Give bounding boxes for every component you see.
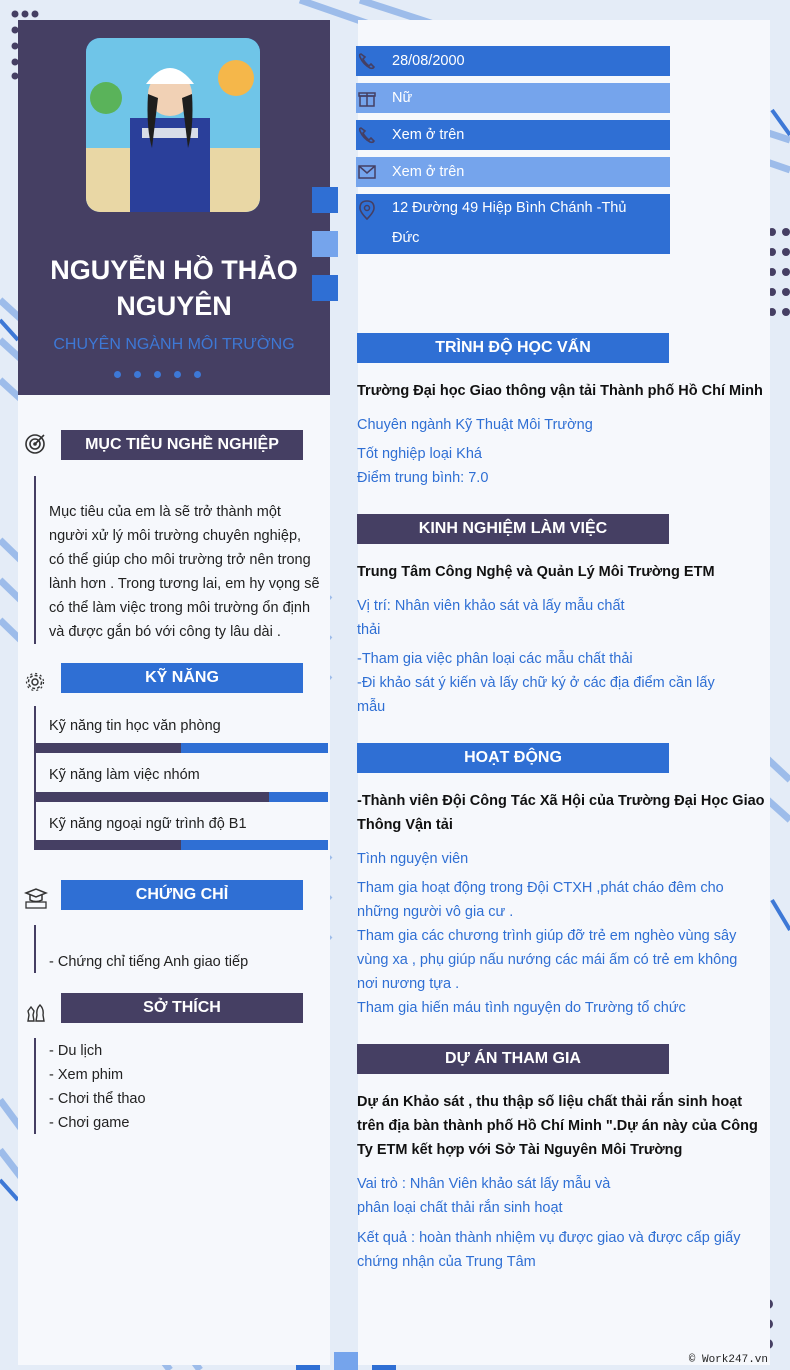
project-role: phân loại chất thải rắn sinh hoạt (357, 1200, 563, 1216)
experience-line: Vị trí: Nhân viên khảo sát và lấy mẫu chất (357, 598, 625, 614)
activity-organization (357, 789, 765, 837)
phone-icon (358, 126, 376, 144)
experience-details (357, 594, 715, 719)
activity-line: nơi nương tựa . (357, 976, 460, 992)
address-line-1: 12 Đường 49 Hiệp Bình Chánh -Thủ (392, 200, 627, 216)
company-name: Trung Tâm Công Nghệ và Quản Lý Môi Trường ETM (357, 564, 715, 580)
project-line: trên địa bàn thành phố Hồ Chí Minh ".Dự án này của Công (357, 1118, 758, 1134)
decor-square (312, 275, 338, 301)
contact-address (356, 194, 670, 254)
experience-line: -Đi khảo sát ý kiến và lấy chữ ký ở các địa điểm cần lấy (357, 675, 715, 691)
experience-line: mẫu (357, 699, 386, 715)
contact-email (356, 157, 670, 187)
footer-watermark: © Work247.vn (688, 1354, 768, 1366)
skill-bar-fill (34, 840, 181, 850)
activity-line: Tham gia hoạt động trong Đội CTXH ,phát cháo đêm cho (357, 880, 724, 896)
job-title: CHUYÊN NGÀNH MÔI TRƯỜNG (53, 336, 295, 353)
project-line: Ty ETM kết hợp với Sở Tài Nguyên Môi Trường (357, 1142, 683, 1158)
school-name: Trường Đại học Giao thông vận tải Thành phố Hồ Chí Minh (357, 383, 763, 399)
certificates-divider (34, 925, 36, 973)
decor-square (312, 187, 338, 213)
activities-heading: HOẠT ĐỘNG (357, 743, 669, 773)
chess-icon (24, 1001, 46, 1023)
gear-icon (24, 671, 46, 693)
objective-text (49, 500, 329, 644)
education-gpa: Điểm trung bình: 7.0 (357, 470, 489, 486)
gender-value: Nữ (392, 90, 413, 106)
objective-divider (34, 476, 36, 644)
email-value: Xem ở trên (392, 164, 465, 180)
skill-label: Kỹ năng ngoại ngữ trình độ B1 (49, 816, 247, 832)
activity-line: Tham gia hiến máu tình nguyện do Trường tổ chức (357, 1000, 686, 1016)
skill-bar-fill (34, 743, 181, 753)
birthday-value: 28/08/2000 (392, 53, 465, 69)
contact-gender (356, 83, 670, 113)
project-details (357, 1172, 740, 1274)
hobby-item: - Chơi game (49, 1115, 130, 1131)
objective-heading: MỤC TIÊU NGHỀ NGHIỆP (61, 430, 303, 460)
project-role: Vai trò : Nhân Viên khảo sát lấy mẫu và (357, 1176, 611, 1192)
certificate-item: - Chứng chỉ tiếng Anh giao tiếp (49, 954, 249, 970)
activity-line: Tình nguyện viên (357, 851, 469, 867)
decor-dots (114, 371, 201, 378)
education-grade: Tốt nghiệp loại Khá (357, 446, 482, 462)
projects-heading: DỰ ÁN THAM GIA (357, 1044, 669, 1074)
project-result: Kết quả : hoàn thành nhiệm vụ được giao và được cấp giấy (357, 1230, 741, 1246)
graduation-cap-icon (24, 887, 48, 909)
skill-bar (34, 743, 328, 753)
hobbies-heading: SỞ THÍCH (61, 993, 303, 1023)
hobby-item: - Chơi thể thao (49, 1091, 146, 1107)
activity-line: những người vô gia cư . (357, 904, 514, 920)
education-major: Chuyên ngành Kỹ Thuật Môi Trường (357, 417, 593, 433)
decor-square (312, 231, 338, 257)
experience-line: -Tham gia việc phân loại các mẫu chất thải (357, 651, 633, 667)
skill-bar (34, 840, 328, 850)
birthday-icon (358, 52, 376, 70)
objective-line: và được gắn bó với công ty lâu dài . (49, 624, 281, 640)
location-pin-icon (358, 200, 376, 220)
organization-line: -Thành viên Đội Công Tác Xã Hội của Trường Đại Học Giao (357, 793, 765, 809)
full-name (18, 252, 330, 324)
phone-value: Xem ở trên (392, 127, 465, 143)
objective-line: lành hơn . Trong tương lai, em hy vọng sẽ (49, 576, 320, 592)
hobbies-divider (34, 1038, 36, 1134)
organization-line: Thông Vận tải (357, 817, 453, 833)
skills-heading: KỸ NĂNG (61, 663, 303, 693)
objective-line: người xử lý môi trường chuyên nghiệp, (49, 528, 302, 544)
profile-photo (86, 38, 260, 212)
project-result: chứng nhận của Trung Tâm (357, 1254, 536, 1270)
skill-bar (34, 792, 328, 802)
contact-phone (356, 120, 670, 150)
activity-details (357, 847, 737, 1020)
target-icon (24, 433, 46, 455)
skill-bar-fill (34, 792, 269, 802)
hobby-list (49, 1039, 146, 1135)
name-line-2: NGUYÊN (116, 291, 232, 321)
profile-header (18, 20, 330, 395)
project-description (357, 1090, 758, 1162)
certificates-heading: CHỨNG CHỈ (61, 880, 303, 910)
skill-label: Kỹ năng tin học văn phòng (49, 718, 221, 734)
experience-line: thải (357, 622, 381, 638)
skill-label: Kỹ năng làm việc nhóm (49, 767, 200, 783)
objective-line: có thể giúp cho môi trường trở nên trong (49, 552, 311, 568)
project-line: Dự án Khảo sát , thu thập số liệu chất thải rắn sinh hoạt (357, 1094, 743, 1110)
mail-icon (358, 163, 376, 181)
activity-line: Tham gia các chương trình giúp đỡ trẻ em nghèo vùng sây (357, 928, 737, 944)
experience-heading: KINH NGHIỆM LÀM VIỆC (357, 514, 669, 544)
hobby-item: - Du lịch (49, 1043, 103, 1059)
gift-icon (358, 89, 376, 107)
education-heading: TRÌNH ĐỘ HỌC VẤN (357, 333, 669, 363)
objective-line: có thể làm việc trong môi trường ổn định (49, 600, 311, 616)
contact-birthday (356, 46, 670, 76)
address-line-2: Đức (392, 230, 420, 246)
objective-line: Mục tiêu của em là sẽ trở thành một (49, 504, 281, 520)
name-line-1: NGUYỄN HỒ THẢO (50, 255, 298, 285)
hobby-item: - Xem phim (49, 1067, 124, 1083)
activity-line: vùng xa , phụ giúp nấu nướng các mái ấm có trẻ em không (357, 952, 738, 968)
